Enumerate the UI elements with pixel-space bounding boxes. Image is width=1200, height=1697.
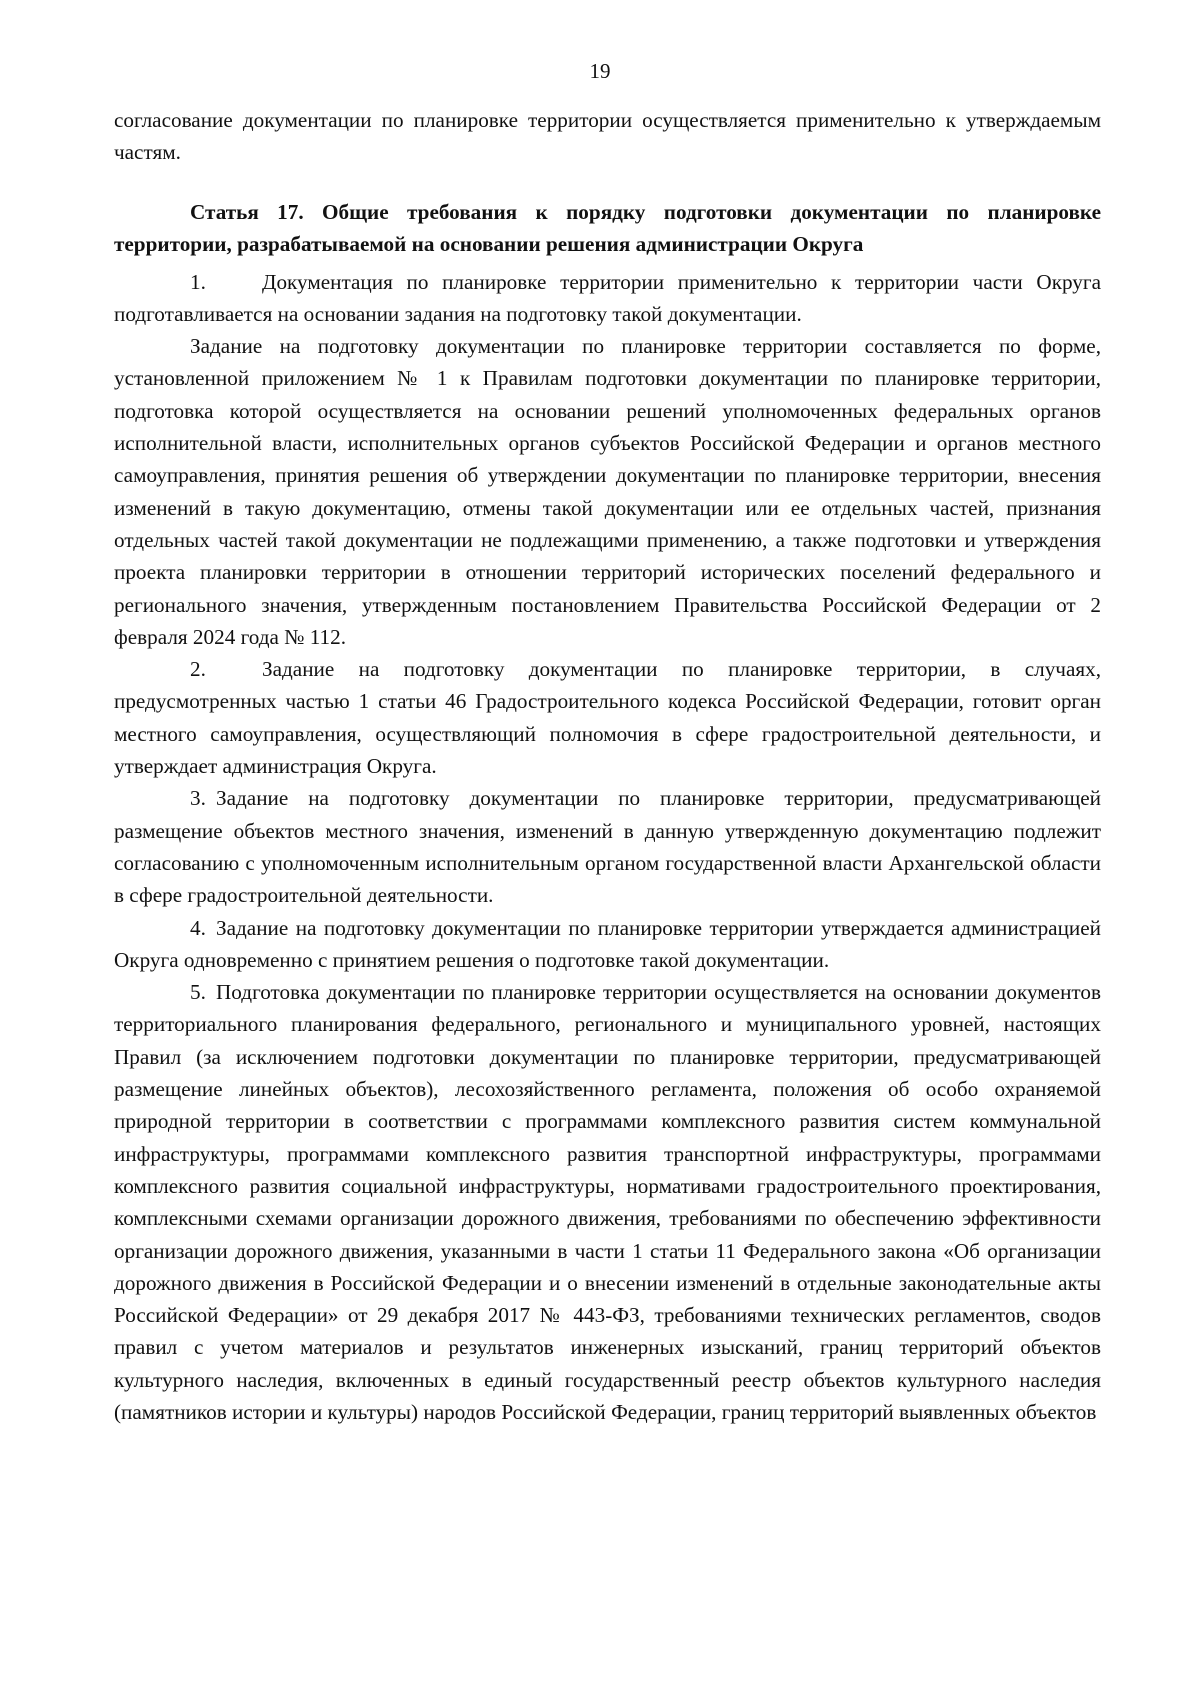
paragraph-4: [114, 912, 1101, 977]
paragraph-1b: Задание на подготовку документации по планировке территории составляется по форме, установленной приложением № 1 к Правилам подготовки документации по планировке территории, подготовка которой осуществляется на основании решений уполномоченных федеральных органов исполнительной власти, исполнительных органов субъектов Российской Федерации и органов местного самоуправления, принятия решения об утверждении документации по планировке территории, внесения изменений в такую документацию, отмены такой документации или ее отдельных частей, признания отдельных частей такой документации не подлежащими применению, а также подготовки и утверждения проекта планировки территории в отношении территорий исторических поселений федерального и регионального значения, утвержденным постановлением Правительства Российской Федерации от 2 февраля 2024 года № 112.: [114, 334, 1101, 649]
paragraph-2-text: Задание на подготовку документации по планировке территории, в случаях, предусмотренных частью 1 статьи 46 Градостроительного кодекса Российской Федерации, готовит орган местного самоуправления, осуществляющий полномочия в сфере градостроительной деятельности, и утверждает администрация Округа.: [114, 657, 1101, 779]
paragraph-1: [114, 266, 1101, 331]
paragraph-continuation: согласование документации по планировке территории осуществляется применительно к утверждаемым частям.: [114, 108, 1101, 165]
document-body: [114, 104, 1101, 1428]
paragraph-3: [114, 782, 1101, 911]
item-number-2: 2.: [190, 657, 206, 682]
paragraph-4-text: Задание на подготовку документации по планировке территории утверждается администрацией Округа одновременно с принятием решения о подготовке такой документации.: [114, 915, 1101, 972]
item-number-5: 5.: [190, 980, 206, 1005]
page-number: 19: [589, 59, 611, 83]
article-heading: Статья 17. Общие требования к порядку подготовки документации по планировке территории, разрабатываемой на основании решения администрации Округа: [114, 199, 1101, 256]
paragraph-2: [114, 653, 1101, 782]
paragraph-5-text: Подготовка документации по планировке территории осуществляется на основании документов территориального планирования федерального, регионального и муниципального уровней, настоящих Правил (за исключением подготовки документации по планировке территории, предусматривающей размещение линейных объектов), лесохозяйственного регламента, положения об особо охраняемой природной территории в соответствии с программами комплексного развития систем коммунальной инфраструктуры, программами комплексного развития транспортной инфраструктуры, программами комплексного развития социальной инфраструктуры, нормативами градостроительного проектирования, комплексными схемами организации дорожного движения, требованиями по обеспечению эффективности организации дорожного движения, указанными в части 1 статьи 11 Федерального закона «Об организации дорожного движения в Российской Федерации и о внесении изменений в отдельные законодательные акты Российской Федерации» от 29 декабря 2017 № 443-ФЗ, требованиями технических регламентов, сводов правил с учетом материалов и результатов инженерных изысканий, границ территорий объектов культурного наследия, включенных в единый государственный реестр объектов культурного наследия (памятников истории и культуры) народов Российской Федерации, границ территорий выявленных объектов: [114, 980, 1101, 1424]
item-number-1: 1.: [190, 269, 206, 294]
item-number-3: 3.: [190, 786, 206, 811]
paragraph-3-text: Задание на подготовку документации по планировке территории, предусматривающей размещение объектов местного значения, изменений в данную утвержденную документацию подлежит согласованию с уполномоченным исполнительным органом государственной власти Архангельской области в сфере градостроительной деятельности.: [114, 786, 1101, 908]
item-number-4: 4.: [190, 915, 206, 940]
paragraph-1-text: Документация по планировке территории применительно к территории части Округа подготавливается на основании задания на подготовку такой документации.: [114, 269, 1101, 326]
paragraph-5: [114, 976, 1101, 1428]
